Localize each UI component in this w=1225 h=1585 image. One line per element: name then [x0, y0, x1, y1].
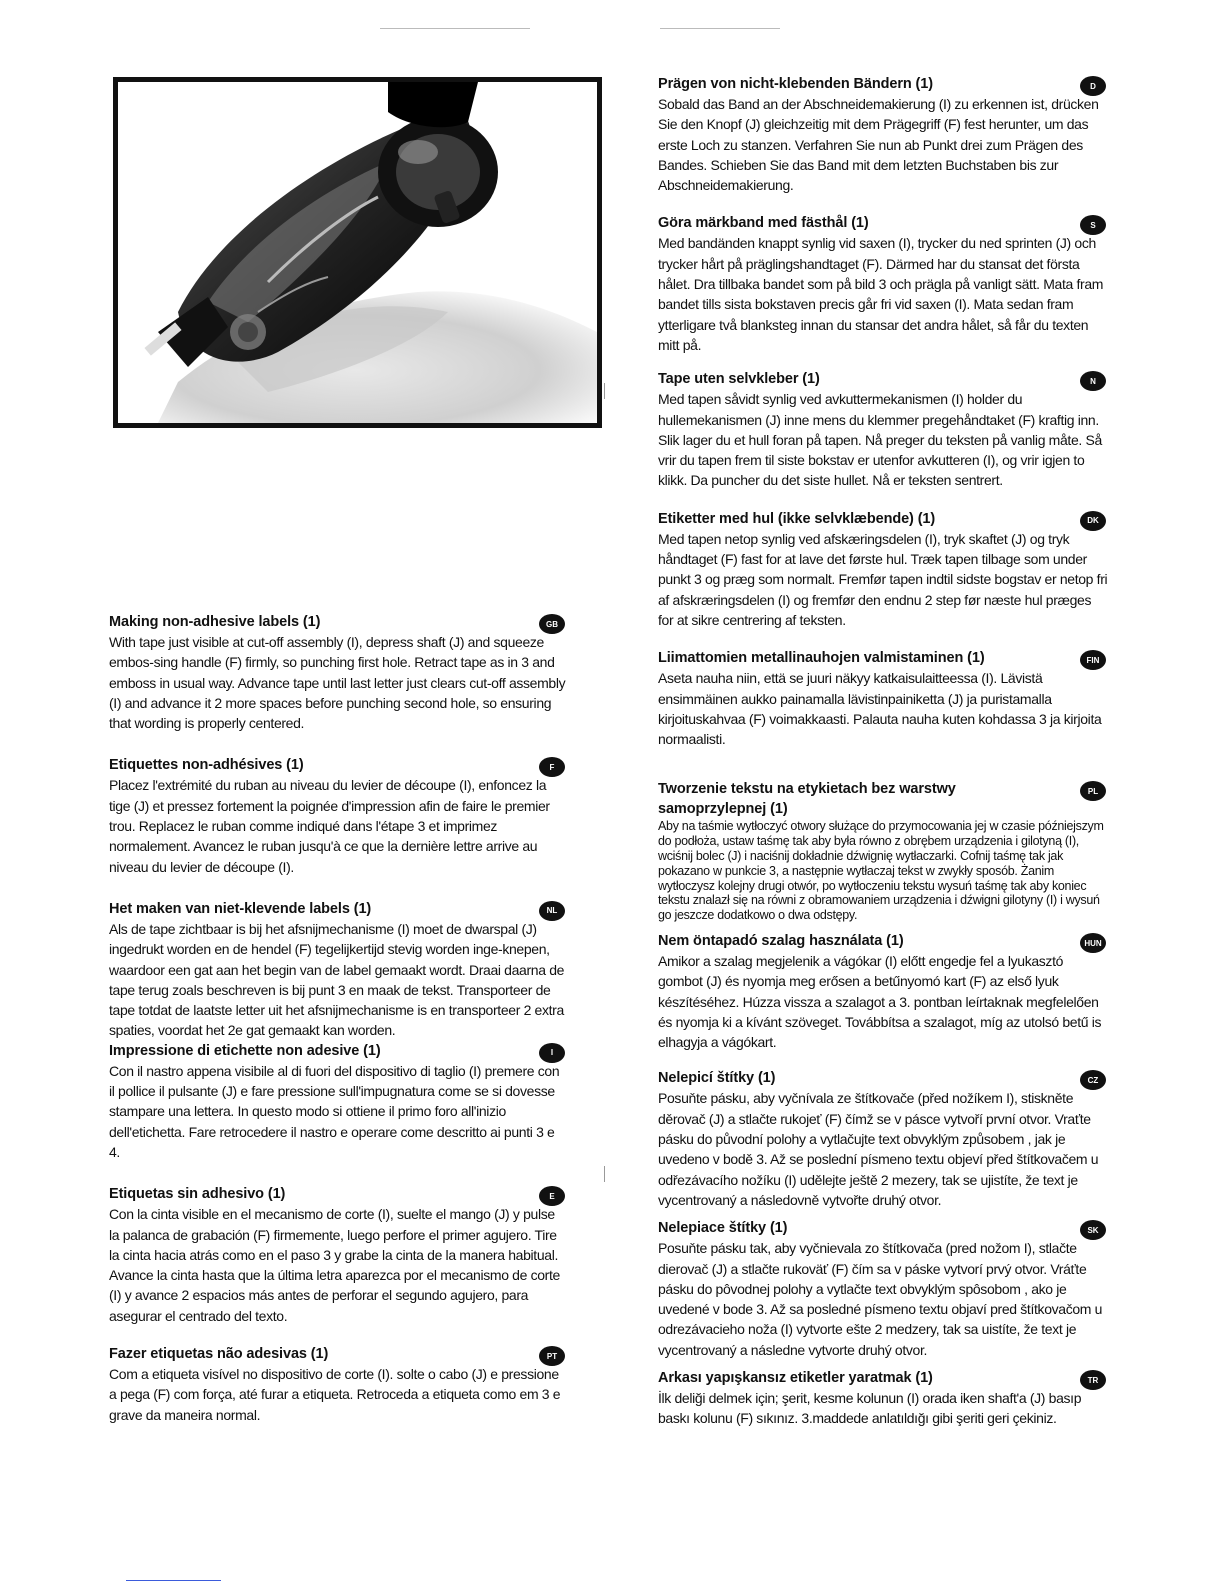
section-i: [109, 1041, 567, 1162]
language-badge: PT: [539, 1346, 565, 1366]
section-body: Placez l'extrémité du ruban au niveau du levier de découpe (I), enfoncez la tige (J) et pressez fortement la poignée d'impression afin de faire le premier trou. Replacez le ruban comme indiqué dans l'étape 3 et imprimez normalement. Avancez le ruban jusqu'à ce que la dernière lettre arrive au niveau du levier de découpe (I).: [109, 777, 550, 875]
language-badge: S: [1080, 215, 1106, 235]
section-title: Etiketter med hul (ikke selvklæbende) (1): [658, 510, 936, 527]
section-title: Nelepiace štítky (1): [658, 1220, 788, 1237]
scan-speck: [660, 28, 780, 29]
section-body: Sobald das Band an der Abschneidemakierung (I) zu erkennen ist, drücken Sie den Knopf (J) gleichzeitig mit dem Prägegriff (F) fest herunter, um das erste Loch zu stanzen. Verfahren Sie nun ab Punkt drei zum Prägen des Bandes. Schieben Sie das Band mit dem letzten Buchstaben bis zur Abschneidemakierung.: [658, 96, 1099, 194]
section-body: Aby na taśmie wytłoczyć otwory służące do przymocowania jej w czasie późniejszym do podłoża, ustaw taśmę tak aby była równo z obrębem urządzenia i gilotyną (I), wciśnij bolec (J) i naciśnij dokładnie dźwignię wytłaczarki. Cofnij taśmę tak jak pokazano w punkcie 3, a następnie wytłaczaj tekst w zwykły sposób. Żanim wytłoczysz kolejny drugi otwór, po wytłoczeniu tekstu wysuń taśmę tak aby koniec tekstu znalazł się na równi z obramowaniem urządzenia i dźwigni gilotyny (I) i wysuń go jeszcze dodatkowo o dwa odstępy.: [658, 819, 1104, 923]
section-hun: [658, 931, 1108, 1052]
section-body: Posuňte pásku tak, aby vyčnievala zo štítkovača (pred nožom I), stlačte dierovač (J) a stlačte rukoväť (F) čím sa v páske vytvorí prvý otvor. Vráťte pásku do pôvodnej polohy a vytlačte text obvyklým spôsobom , ako je uvedené v bode 3. Až sa posledné písmeno textu objaví pred štítkovačom u odrezávacieho noža (I) vytvorte ešte 2 medzery, tak sa uistíte, že text je vycentrovaný a následne vytvorte druhý otvor.: [658, 1240, 1103, 1358]
section-n: [658, 369, 1108, 490]
scan-speck: [604, 1166, 605, 1182]
language-badge: DK: [1080, 511, 1106, 531]
section-title: Impressione di etichette non adesive (1): [109, 1042, 381, 1059]
language-badge: GB: [539, 614, 565, 634]
language-badge: TR: [1080, 1370, 1106, 1390]
label-maker-hand-photo-icon: [118, 82, 597, 423]
section-title: Göra märkband med fästhål (1): [658, 215, 869, 232]
section-e: [109, 1184, 567, 1326]
language-badge: HUN: [1080, 933, 1106, 953]
language-badge: PL: [1080, 781, 1106, 801]
left-column: [109, 612, 567, 1445]
section-title: Liimattomien metallinauhojen valmistaminen (1): [658, 650, 985, 667]
section-sk: [658, 1218, 1108, 1360]
product-photo: [113, 77, 602, 428]
section-body: Med bandänden knappt synlig vid saxen (I), trycker du ned sprinten (J) och trycker hårt på präglingshandtaget (F). Därmed har du stansat det första hålet. Dra tillbaka bandet som på bild 3 och prägla på vanligt sätt. Mata fram bandet tills sista bokstaven precis går fri vid saxen (I). Mata sedan fram ytterligare två blanksteg innan du stansar det andra hålet, så får du texten mitt på.: [658, 235, 1104, 353]
language-badge: NL: [539, 901, 565, 921]
section-pt: [109, 1344, 567, 1425]
section-pl: [658, 779, 1108, 923]
language-badge: I: [539, 1043, 565, 1063]
section-f: [109, 755, 567, 876]
section-title: Making non-adhesive labels (1): [109, 614, 321, 630]
section-body: Als de tape zichtbaar is bij het afsnijmechanisme (I) moet de dwarspal (J) ingedrukt worden en de hendel (F) tegelijkertijd stevig worden inge-knepen, waardoor een gat aan het begin van de label gemaakt wordt. Draai daarna de tape terug zoals beschreven is bij punt 3 en maak de tekst. Transporteer de tape totdat de laatste letter uit het afsnijmechanisme is en transporteer 2 extra spaties, voordat het 2e gat gemaakt kan worden.: [109, 920, 565, 1039]
section-cz: [658, 1068, 1108, 1210]
scan-speck: [380, 28, 530, 29]
section-title: Nem öntapadó szalag használata (1): [658, 933, 904, 949]
section-body: Med tapen netop synlig ved afskæringsdelen (I), tryk skaftet (J) og tryk håndtaget (F) fast for at lave det første hul. Træk tapen tilbage som under punkt 3 og præg som normalt. Fremfør tapen indtil sidste bogstav er netop fri af afskræringsdelen (I) og fremfør den endnu 2 step før næste hul præges for at sikre centrering af teksten.: [658, 530, 1108, 628]
section-title: Tape uten selvkleber (1): [658, 371, 820, 388]
section-body: İlk deliği delmek için; şerit, kesme kolunun (I) orada iken shaft'a (J) basıp baskı kolunu (F) sıkınız. 3.maddede anlatıldığı gibi şeriti geri çekiniz.: [658, 1390, 1082, 1427]
language-badge: CZ: [1080, 1070, 1106, 1090]
section-title: Tworzenie tekstu na etykietach bez warstwy samoprzylepnej (1): [658, 781, 956, 818]
section-title: Arkası yapışkansız etiketler yaratmak (1): [658, 1370, 933, 1387]
section-title: Fazer etiquetas não adesivas (1): [109, 1346, 329, 1363]
section-body: With tape just visible at cut-off assembly (I), depress shaft (J) and squeeze embos-sing handle (F) firmly, so punching first hole. Retract tape as in 3 and emboss in usual way. Advance tape until last letter just clears cut-off assembly (I) and advance it 2 more spaces before punching second hole, so ensuring that wording is properly centered.: [109, 634, 566, 732]
section-body: Posuňte pásku, aby vyčnívala ze štítkovače (před nožíkem I), stiskněte děrovač (J) a stlačte rukojeť (F) čímž se v pásce vytvoří první otvor. Vraťte pásku do původní polohy a vytlačujte text obvyklým způsobem , jak je uvedeno v bodě 3. Až se poslední písmeno textu objeví před štítkovačem u odřezávacího nožíku (I) udělejte ještě 2 mezery, tak se ujistíte, že text je vycentrovaný a následovně vytvořte druhý otvor.: [658, 1090, 1099, 1208]
section-title: Het maken van niet-klevende labels (1): [109, 900, 372, 917]
section-title: Prägen von nicht-klebenden Bändern (1): [658, 76, 933, 92]
section-d: [658, 74, 1108, 195]
section-body: Com a etiqueta visível no dispositivo de corte (I). solte o cabo (J) e pressione a pega (F) com força, até furar a etiqueta. Retroceda a etiqueta como em 3 e grave da maneira normal.: [109, 1366, 561, 1423]
language-badge: N: [1080, 371, 1106, 391]
section-tr: [658, 1368, 1108, 1429]
section-dk: [658, 509, 1108, 630]
section-title: Etiquettes non-adhésives (1): [109, 757, 304, 774]
section-body: Con il nastro appena visibile al di fuori del dispositivo di taglio (I) premere con il pollice il pulsante (J) e fare pressione sull'impugnatura come se si dovesse stampare una lettera. In questo modo si ottiene il primo foro all'inizio dell'etichetta. Fare retrocedere il nastro e operare come descritto ai punti 3 e 4.: [109, 1062, 560, 1160]
section-title: Nelepicí štítky (1): [658, 1070, 776, 1087]
section-nl: [109, 899, 567, 1041]
section-fin: [658, 648, 1108, 749]
right-column: [658, 74, 1108, 1449]
section-s: [658, 213, 1108, 355]
language-badge: F: [539, 757, 565, 777]
language-badge: FIN: [1080, 650, 1106, 670]
section-gb: [109, 612, 567, 733]
section-body: Con la cinta visible en el mecanismo de corte (I), suelte el mango (J) y pulse la palanca de grabación (F) firmemente, luego perfore el primer agujero. Tire la cinta hacia atrás como en el paso 3 y grabe la cinta de la manera habitual. Avance la cinta hasta que la última letra aparezca por el mecanismo de corte (I) y avance 2 espacios más antes de perforar el segundo agujero, para asegurar el centrado del texto.: [109, 1206, 560, 1324]
page-edge-line: [126, 1580, 221, 1581]
language-badge: SK: [1080, 1220, 1106, 1240]
language-badge: E: [539, 1186, 565, 1206]
section-title: Etiquetas sin adhesivo (1): [109, 1186, 286, 1203]
scan-speck: [604, 383, 605, 399]
section-body: Amikor a szalag megjelenik a vágókar (I) előtt engedje fel a lyukasztó gombot (J) és nyomja meg erősen a betűnyomó kart (F) az első lyuk készítéséhez. Húzza vissza a szalagot a 3. pontban leírtaknak megfelelően és nyomja ki a kívánt szöveget. Továbbítsa a szalagot, míg az utolsó betű is elhagyja a vágókart.: [658, 953, 1102, 1051]
section-body: Aseta nauha niin, että se juuri näkyy katkaisulaitteessa (I). Lävistä ensimmäinen aukko painamalla lävistinpainiketta (J) ja puristamalla kirjoituskahvaa (F) voimakkaasti. Palauta nauha kuten kohdassa 3 ja kirjoita normaalisti.: [658, 670, 1102, 748]
section-body: Med tapen såvidt synlig ved avkuttermekanismen (I) holder du hullemekanismen (J) inne mens du klemmer pregehåndtaket (F) kraftig inn. Slik lager du et hull foran på tapen. Nå preger du teksten på vanlig måte. Så vrir du tapen frem til siste bokstav er utenfor avkutteren (I), og vrir igjen to klikk. Da puncher du det siste hullet. Nå er teksten sentrert.: [658, 391, 1102, 489]
language-badge: D: [1080, 76, 1106, 96]
